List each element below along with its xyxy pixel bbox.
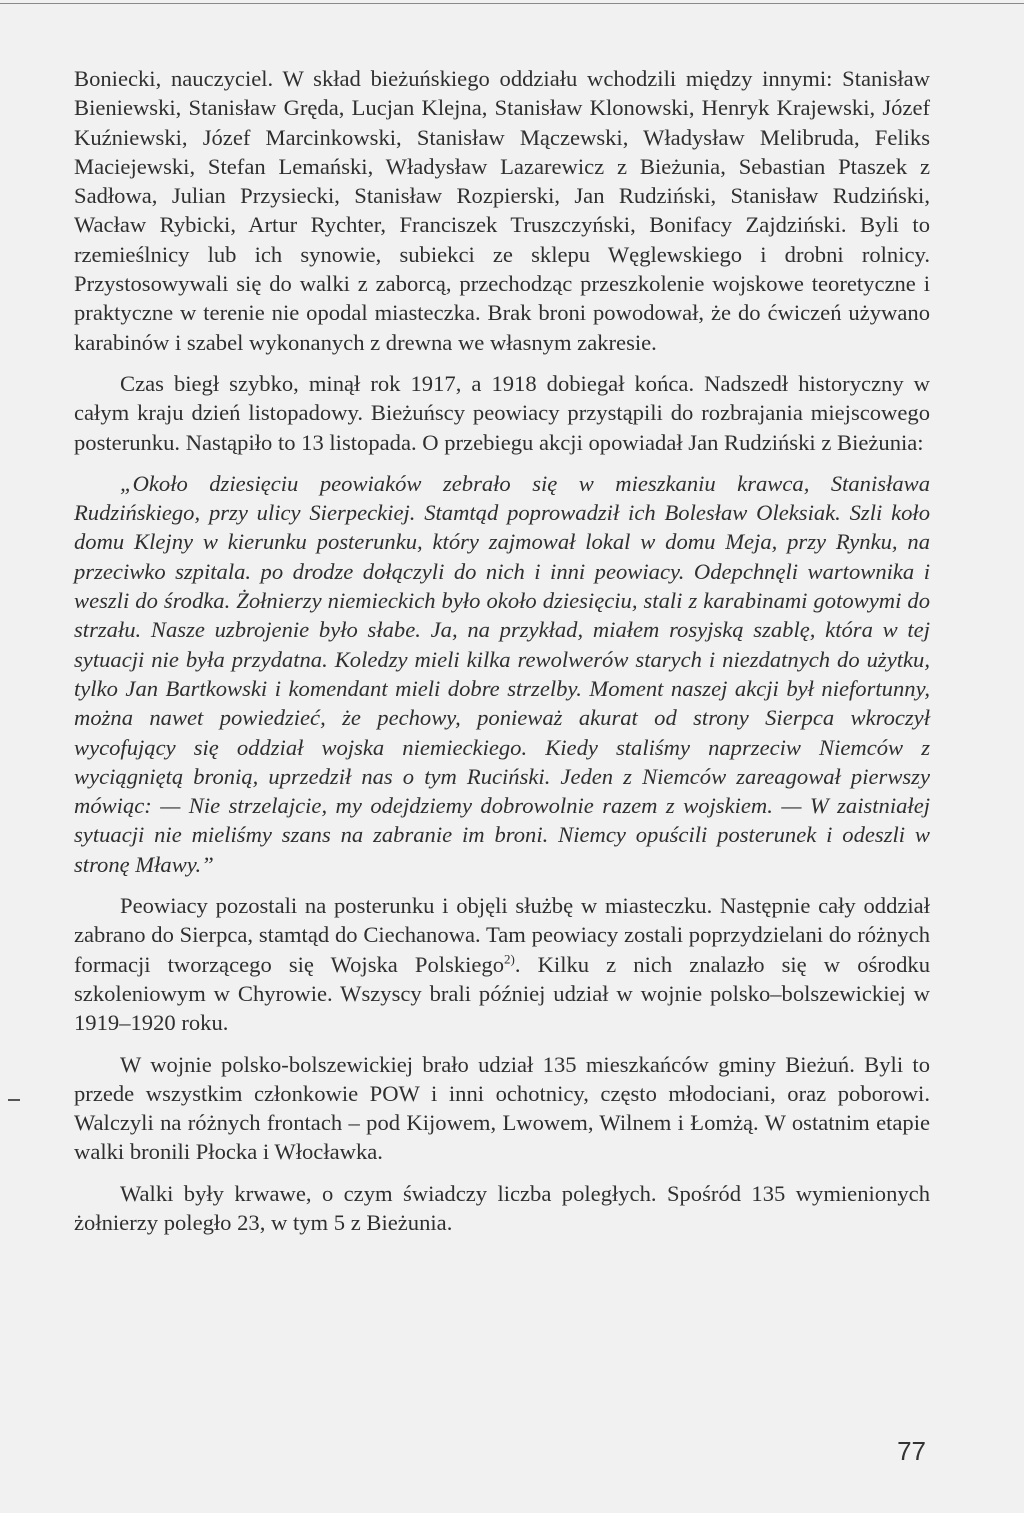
page-top-edge bbox=[0, 3, 1024, 4]
paragraph-5: W wojnie polsko-bolszewickiej brało udział 135 mieszkańców gminy Bieżuń. Byli to przede wszystkim członkowie POW i inni ochotnicy, często młodociani, oraz poborowi. Walczyli na różnych frontach – pod Kijowem, Lwowem, Wilnem i Łomżą. W ostatnim etapie walki bronili Płocka i Włocławka. bbox=[74, 1051, 930, 1165]
paragraph-1: Boniecki, nauczyciel. W skład bieżuńskiego oddziału wchodzili między innymi: Stanisław Bieniewski, Stanisław Gręda, Lucjan Klejna, Stanisław Klonowski, Henryk Krajewski, Józef Kuźniewski, Józef Marcinkowski, Stanisław Mączewski, Władysław Melibruda, Feliks Maciejewski, Stefan Lemański, Władysław Lazarewicz z Bieżunia, Sebastian Ptaszek z Sadłowa, Julian Przysiecki, Stanisław Rozpierski, Jan Rudziński, Stanisław Rudziński, Wacław Rybicki, Artur Rychter, Franciszek Truszczyński, Bonifacy Zajdziński. Byli to rzemieślnicy lub ich synowie, subiekci ze sklepu Węglewskiego i drobni rolnicy. Przystosowywali się do walki z zaborcą, przechodząc przeszkolenie wojskowe teoretyczne i praktyczne w terenie nie opodal miasteczka. Brak broni powodował, że do ćwiczeń używano karabinów i szabel wykonanych z drewna we własnym zakresie. bbox=[74, 66, 930, 355]
paragraph-4-text-continued: . Kilku z nich znalazło się w ośrodku szkoleniowym w Chyrowie. Wszyscy brali później udział w wojnie polsko–bolszewickiej w 1919–1920 roku. bbox=[74, 951, 930, 1036]
body-text bbox=[74, 64, 930, 1237]
margin-mark bbox=[8, 1099, 20, 1101]
paragraph-4 bbox=[74, 891, 930, 1037]
paragraph-4-text: Peowiacy pozostali na posterunku i objęli służbę w miasteczku. Następnie cały oddział zabrano do Sierpca, stamtąd do Ciechanowa. Tam peowiacy zostali poprzydzielani do różnych formacji tworzącego się Wojska Polskiego bbox=[74, 893, 930, 977]
paragraph-6: Walki były krwawe, o czym świadczy liczba poległych. Spośród 135 wymienionych żołnierzy poległo 23, w tym 5 z Bieżunia. bbox=[74, 1180, 930, 1235]
paragraph-2: Czas biegł szybko, minął rok 1917, a 1918 dobiegał końca. Nadszedł historyczny w całym kraju dzień listopadowy. Bieżuńscy peowiacy przystąpili do rozbrajania miejscowego posterunku. Nastąpiło to 13 listopada. O przebiegu akcji opowiadał Jan Rudziński z Bieżunia: bbox=[74, 370, 930, 455]
page-number: 77 bbox=[897, 1436, 926, 1466]
footnote-reference: 2) bbox=[504, 951, 515, 967]
quotation-paragraph: „Około dziesięciu peowiaków zebrało się w mieszkaniu krawca, Stanisława Rudzińskiego, przy ulicy Sierpeckiej. Stamtąd poprowadził ich Bolesław Oleksiak. Szli koło domu Klejny w kierunku posterunku, który zajmował lokal w domu Meja, przy Rynku, na przeciwko szpitala. po drodze dołączyli do nich i inni peowiacy. Odepchnęli wartownika i weszli do środka. Żołnierzy niemieckich było około dziesięciu, stali z karabinami gotowymi do strzału. Nasze uzbrojenie było słabe. Ja, na przykład, miałem rosyjską szablę, która w tej sytuacji nie była przydatna. Koledzy mieli kilka rewolwerów starych i niezdatnych do użytku, tylko Jan Bartkowski i komendant mieli dobre strzelby. Moment naszej akcji był niefortunny, można nawet powiedzieć, że pechowy, ponieważ akurat od strony Sierpca wkroczył wycofujący się oddział wojska niemieckiego. Kiedy staliśmy naprzeciw Niemców z wyciągniętą bronią, uprzedził nas o tym Ruciński. Jeden z Niemców zareagował pierwszy mówiąc: — Nie strzelajcie, my odejdziemy dobrowolnie razem z wojskiem. — W zaistniałej sytuacji nie mieliśmy szans na zabranie im broni. Niemcy opuścili posterunek i odeszli w stronę Mławy.” bbox=[74, 470, 930, 877]
